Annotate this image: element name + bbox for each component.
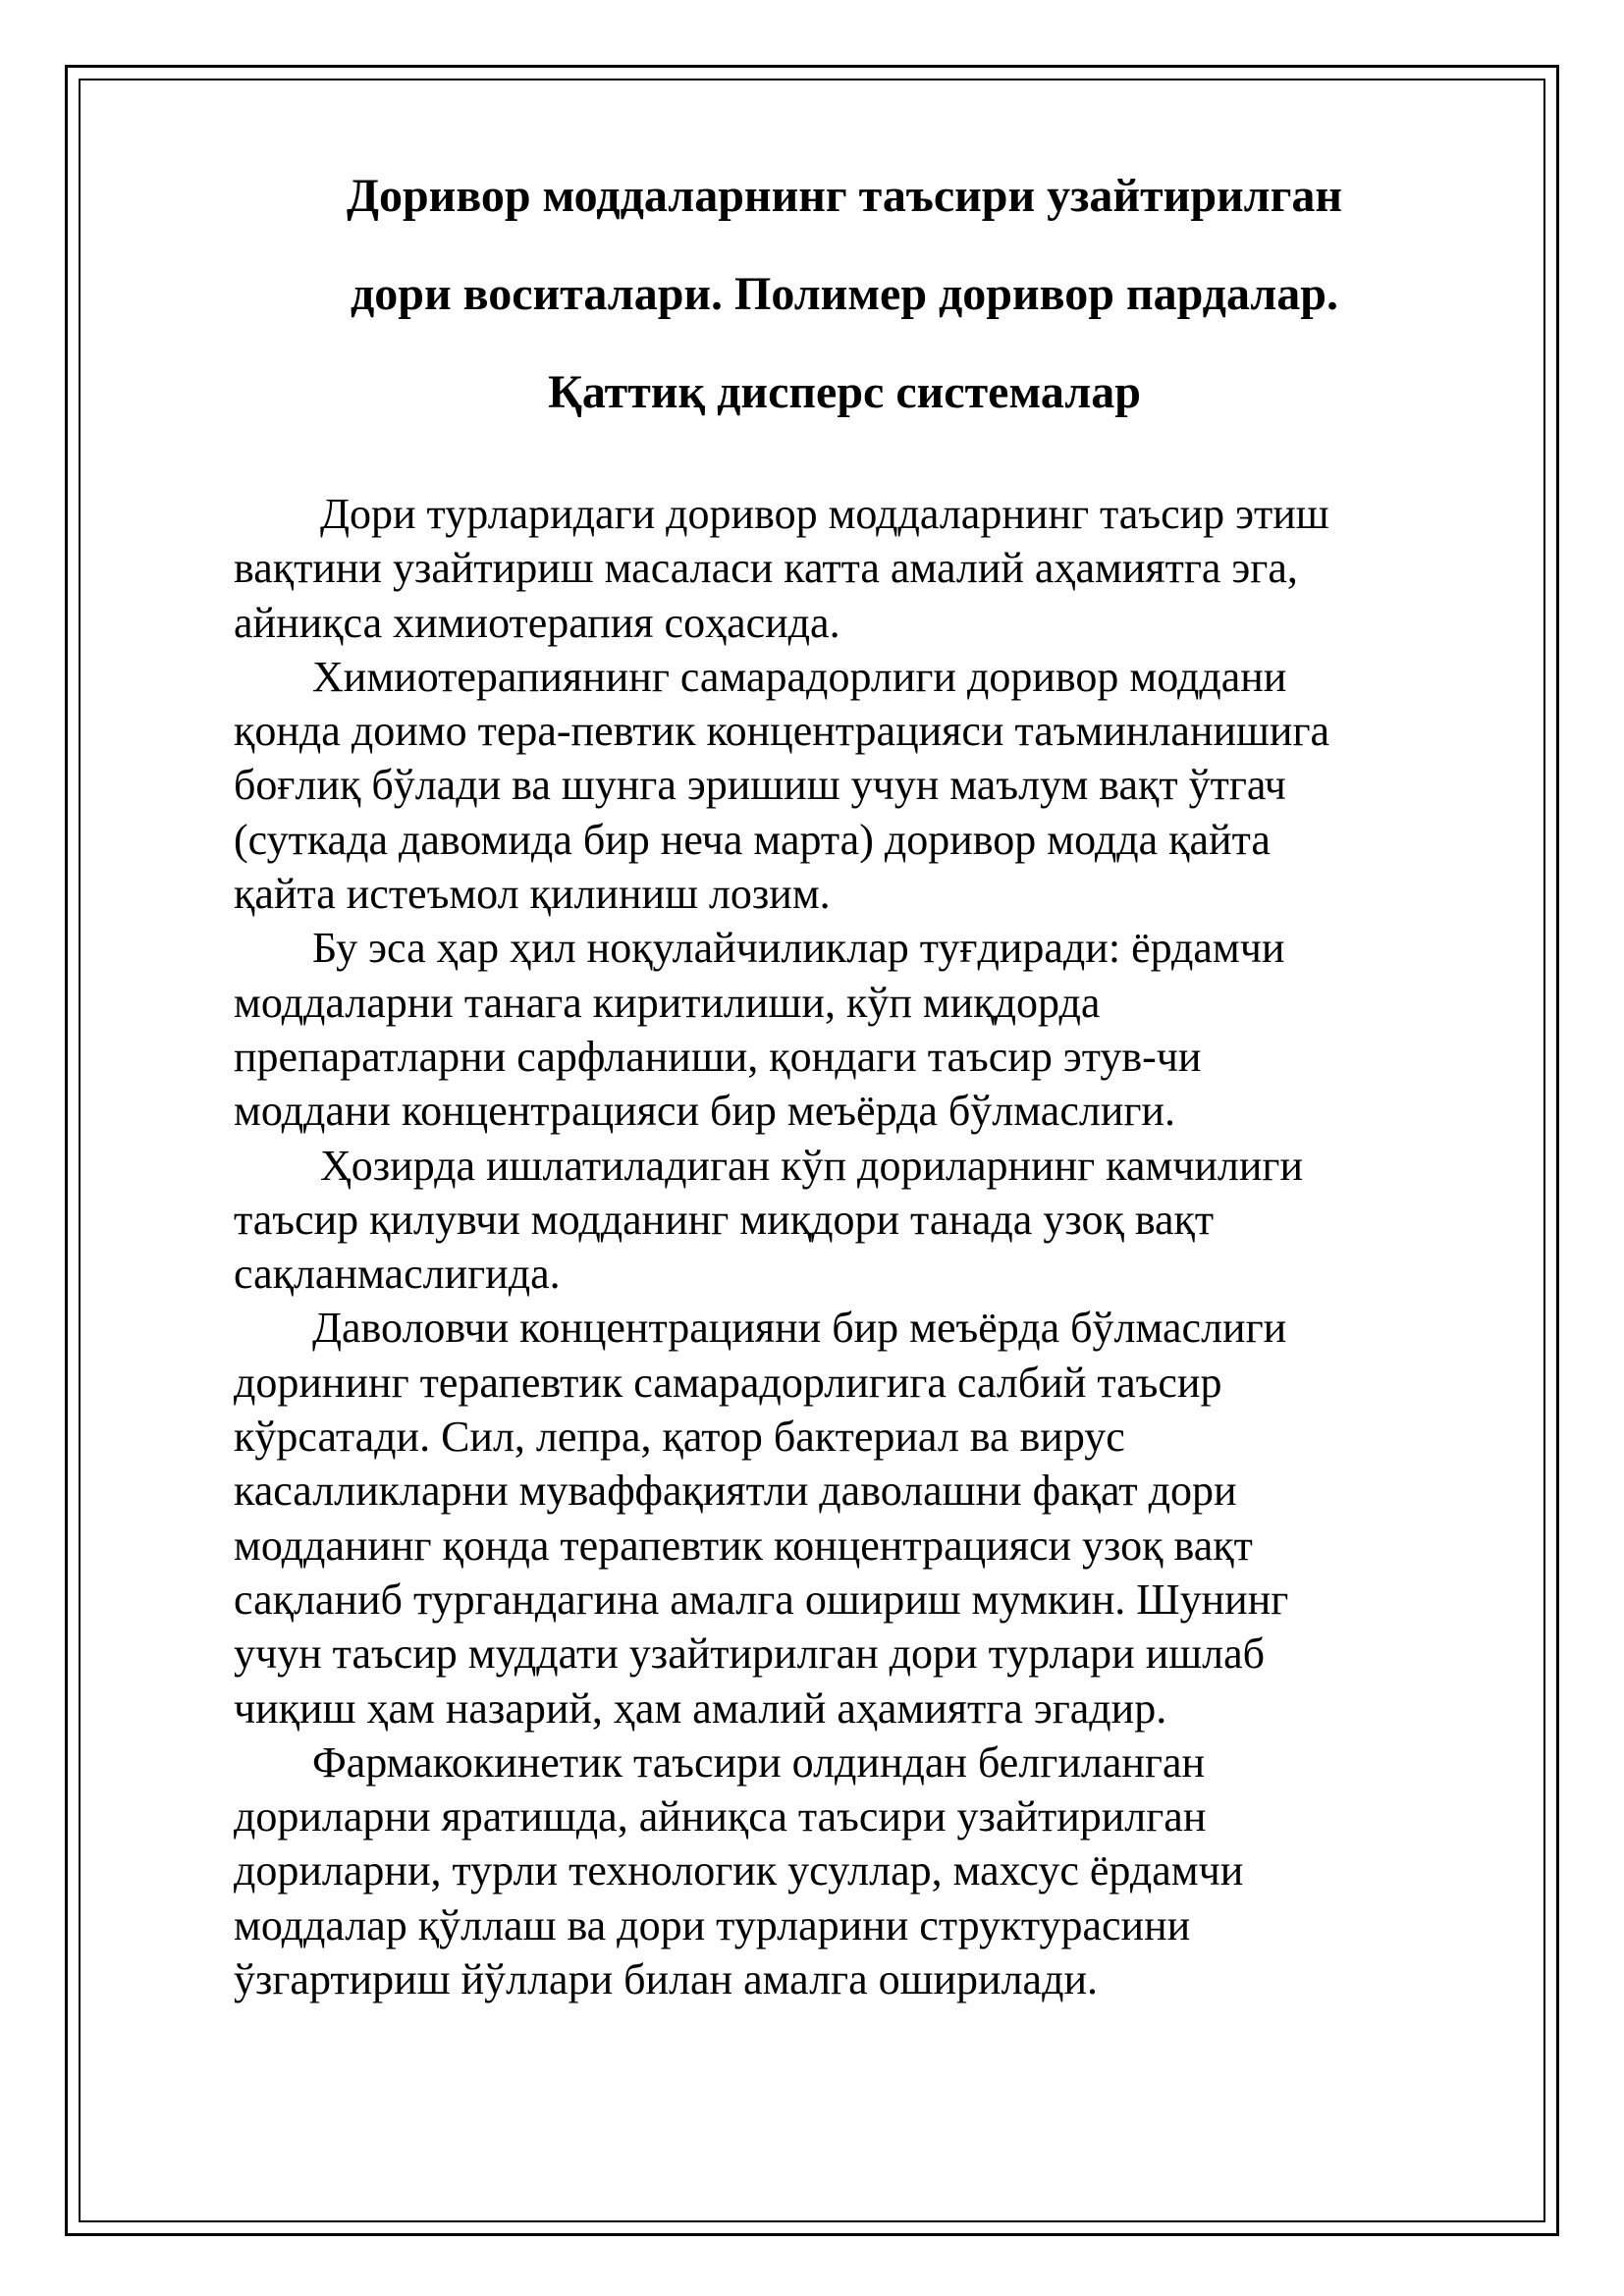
- text-line: сақланмаслигида.: [234, 1250, 561, 1299]
- document-body: [234, 487, 1510, 2006]
- text-line: айниқса химиотерапия соҳасида.: [234, 598, 840, 647]
- text-line: моддаларни танага киритилиши, кўп миқдорда: [234, 978, 1101, 1027]
- text-line: вақтини узайтириш масаласи катта амалий аҳамиятга эга,: [234, 544, 1298, 593]
- text-line: учун таъсир муддати узайтирилган дори турлари ишлаб: [234, 1629, 1266, 1679]
- text-line: Бу эса ҳар ҳил ноқулайчиликлар туғдиради: ёрдамчи: [312, 924, 1285, 973]
- paragraph-1: [234, 487, 1510, 650]
- text-line: сақланиб тургандагина амалга ошириш мумкин. Шунинг: [234, 1575, 1289, 1624]
- text-line: қайта истеъмол қилиниш лозим.: [234, 870, 831, 919]
- text-line: моддани концентрацияси бир меъёрда бўлмаслиги.: [234, 1087, 1175, 1136]
- text-line: дорининг терапевтик самарадорлигига салбий таъсир: [234, 1358, 1222, 1407]
- text-line: Даволовчи концентрацияни бир меъёрда бўлмаслиги: [312, 1304, 1287, 1353]
- text-line: касалликларни муваффақиятли даволашни фақат дори: [234, 1467, 1237, 1516]
- text-line: Фармакокинетик таъсири олдиндан белгиланган: [312, 1737, 1206, 1787]
- paragraph-6: [234, 1735, 1510, 2006]
- paragraph-3: [234, 921, 1510, 1138]
- text-line: кўрсатади. Сил, лепра, қатор бактериал ва вирус: [234, 1413, 1125, 1462]
- text-line: моддалар қўллаш ва дори турларини структурасини: [234, 1900, 1191, 1949]
- text-line: таъсир қилувчи модданинг миқдори танада узоқ вақт: [234, 1195, 1215, 1244]
- title-line: Доривор моддаларнинг таъсири узайтирилган: [346, 170, 1343, 222]
- title-line: Қаттиқ дисперс системалар: [548, 366, 1141, 418]
- text-line: препаратларни сарфланиши, қондаги таъсир этув-чи: [234, 1032, 1202, 1081]
- text-line: дориларни яратишда, айниқса таъсири узайтирилган: [234, 1792, 1207, 1842]
- text-line: Ҳозирда ишлатиладиган кўп дориларнинг камчилиги: [320, 1141, 1304, 1190]
- text-line: қонда доимо тера-певтик концентрацияси таъминланишига: [234, 707, 1330, 756]
- paragraph-2: [234, 650, 1510, 921]
- title-line: дори воситалари. Полимер доривор пардалар.: [350, 268, 1338, 320]
- text-line: Химиотерапиянинг самарадорлиги доривор моддани: [312, 652, 1287, 701]
- text-line: ўзгартириш йўллари билан амалга оширилади.: [234, 1955, 1098, 2004]
- paragraph-5: [234, 1301, 1510, 1735]
- document-title: [137, 147, 1551, 442]
- text-line: (суткада давомида бир неча марта) доривор модда қайта: [234, 815, 1271, 864]
- text-line: боғлиқ бўлади ва шунга эришиш учун маълум вақт ўтгач: [234, 761, 1286, 810]
- text-line: Дори турларидаги доривор моддаларнинг таъсир этиш: [320, 490, 1329, 538]
- text-line: чиқиш ҳам назарий, ҳам амалий аҳамиятга эгадир.: [234, 1683, 1167, 1733]
- text-line: модданинг қонда терапевтик концентрацияси узоқ вақт: [234, 1521, 1253, 1570]
- text-line: дориларни, турли технологик усуллар, махсус ёрдамчи: [234, 1846, 1244, 1896]
- paragraph-4: [234, 1139, 1510, 1302]
